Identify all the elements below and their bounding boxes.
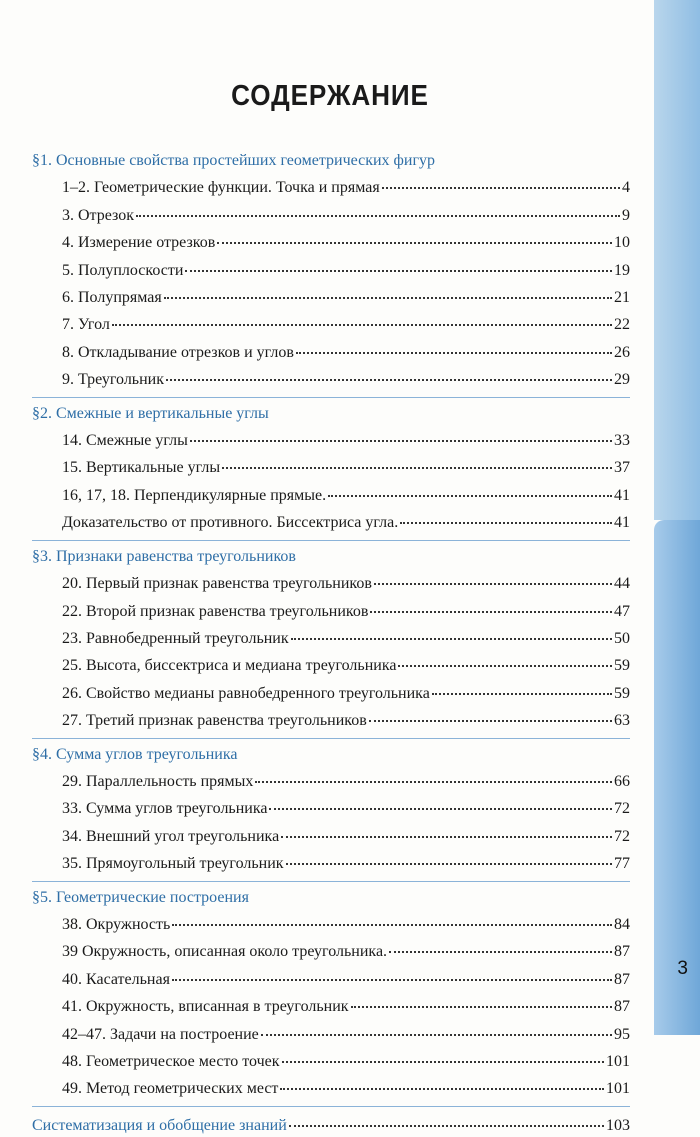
- section-heading[interactable]: §3. Признаки равенства треугольников: [32, 547, 296, 565]
- dot-leader: [217, 224, 612, 244]
- entry-title: 35. Прямоугольный треугольник: [62, 855, 284, 873]
- dot-leader: [222, 449, 612, 469]
- toc-entry[interactable]: [32, 596, 630, 623]
- dot-leader: [282, 1043, 604, 1063]
- toc-entry[interactable]: [32, 848, 630, 875]
- dot-leader: [374, 565, 612, 585]
- entry-page: 33: [614, 432, 630, 450]
- table-of-contents: [32, 150, 630, 1137]
- summary-title: Систематизация и обобщение знаний: [32, 1116, 287, 1134]
- entry-title: 5. Полуплоскости: [62, 261, 184, 279]
- entry-page: 72: [614, 827, 630, 845]
- entry-page: 101: [606, 1080, 630, 1098]
- entry-title: 49. Метод геометрических мест: [62, 1080, 279, 1098]
- entry-title: 7. Угол: [62, 316, 110, 334]
- entry-page: 21: [614, 289, 630, 307]
- entry-page: 22: [614, 316, 630, 334]
- entry-title: 40. Касательная: [62, 970, 170, 988]
- dot-leader: [432, 675, 612, 695]
- toc-entry[interactable]: [32, 705, 630, 732]
- summary-entry[interactable]: [32, 1110, 630, 1137]
- entry-page: 10: [614, 234, 630, 252]
- toc-entry[interactable]: [32, 227, 630, 254]
- section-heading[interactable]: §5. Геометрические построения: [32, 888, 249, 906]
- toc-section: [32, 887, 630, 1107]
- entry-page: 87: [614, 970, 630, 988]
- entry-page: 87: [614, 998, 630, 1016]
- entry-page: 77: [614, 855, 630, 873]
- dot-leader: [291, 620, 612, 640]
- dot-leader: [269, 790, 612, 810]
- toc-entry[interactable]: [32, 364, 630, 391]
- toc-entry[interactable]: [32, 650, 630, 677]
- toc-entry[interactable]: [32, 821, 630, 848]
- entry-title: 15. Вертикальные углы: [62, 459, 221, 477]
- entry-title: 20. Первый признак равенства треугольников: [62, 575, 372, 593]
- toc-entry[interactable]: [32, 678, 630, 705]
- entry-title: 16, 17, 18. Перпендикулярные прямые.: [62, 486, 327, 504]
- toc-entry[interactable]: [32, 991, 630, 1018]
- dot-leader: [289, 1107, 604, 1127]
- toc-entry[interactable]: [32, 623, 630, 650]
- toc-entry[interactable]: [32, 1046, 630, 1073]
- dot-leader: [328, 477, 612, 497]
- dot-leader: [351, 988, 612, 1008]
- toc-entry[interactable]: [32, 425, 630, 452]
- dot-leader: [112, 306, 612, 326]
- page-title: СОДЕРЖАНИЕ: [231, 80, 429, 112]
- toc-entry[interactable]: [32, 309, 630, 336]
- entry-page: 29: [614, 371, 630, 389]
- dot-leader: [172, 961, 612, 981]
- entry-title: 23. Равнобедренный треугольник: [62, 629, 289, 647]
- entry-page: 87: [614, 943, 630, 961]
- dot-leader: [166, 361, 612, 381]
- dot-leader: [190, 422, 612, 442]
- entry-title: 3. Отрезок: [62, 206, 135, 224]
- dot-leader: [261, 1016, 612, 1036]
- entry-title: 9. Треугольник: [62, 371, 164, 389]
- entry-page: 66: [614, 772, 630, 790]
- dot-leader: [286, 845, 612, 865]
- dot-leader: [164, 279, 612, 299]
- summary-page: 103: [606, 1116, 630, 1134]
- section-heading[interactable]: §2. Смежные и вертикальные углы: [32, 404, 269, 422]
- toc-entry[interactable]: [32, 480, 630, 507]
- dot-leader: [400, 504, 612, 524]
- toc-entry[interactable]: [32, 964, 630, 991]
- entry-title: 34. Внешний угол треугольника: [62, 827, 280, 845]
- entry-title: 14. Смежные углы: [62, 432, 188, 450]
- page-number: 3: [677, 958, 688, 979]
- dot-leader: [185, 252, 612, 272]
- toc-entry[interactable]: [32, 200, 630, 227]
- toc-entry[interactable]: [32, 793, 630, 820]
- entry-page: 72: [614, 800, 630, 818]
- toc-entry[interactable]: [32, 337, 630, 364]
- entry-page: 101: [606, 1053, 630, 1070]
- entry-title: 26. Свойство медианы равнобедренного треугольника: [62, 684, 430, 702]
- entry-title: 48. Геометрическое место точек: [62, 1053, 280, 1070]
- entry-page: 44: [614, 575, 630, 593]
- entry-title: 25. Высота, биссектриса и медиана треугольника: [62, 657, 397, 675]
- entry-page: 26: [614, 343, 630, 361]
- entry-title: 22. Второй признак равенства треугольников: [62, 602, 369, 620]
- toc-section: [32, 403, 630, 541]
- entry-title: 27. Третий признак равенства треугольников: [62, 712, 367, 730]
- toc-section: [32, 744, 630, 882]
- entry-page: 41: [614, 514, 630, 532]
- entry-page: 95: [614, 1025, 630, 1043]
- entry-page: 41: [614, 486, 630, 504]
- toc-entry[interactable]: [32, 507, 630, 534]
- page-edge-top: [654, 0, 700, 520]
- toc-entry[interactable]: [32, 452, 630, 479]
- entry-title: 8. Откладывание отрезков и углов: [62, 343, 294, 361]
- toc-entry[interactable]: [32, 1019, 630, 1046]
- entry-title: 41. Окружность, вписанная в треугольник: [62, 998, 349, 1016]
- entry-title: 29. Параллельность прямых: [62, 772, 254, 790]
- toc-entry[interactable]: [32, 568, 630, 595]
- toc-section: [32, 546, 630, 739]
- dot-leader: [296, 334, 612, 354]
- entry-page: 37: [614, 459, 630, 477]
- entry-title: 1–2. Геометрические функции. Точка и прямая: [62, 179, 380, 197]
- toc-entry[interactable]: [32, 936, 630, 963]
- toc-entry[interactable]: [32, 766, 630, 793]
- entry-page: 9: [622, 206, 630, 224]
- dot-leader: [370, 593, 612, 613]
- section-heading[interactable]: §4. Сумма углов треугольника: [32, 745, 238, 763]
- dot-leader: [136, 197, 620, 217]
- dot-leader: [172, 906, 612, 926]
- entry-title: 39 Окружность, описанная около треугольника.: [62, 943, 388, 961]
- toc-entry[interactable]: [32, 282, 630, 309]
- entry-page: 59: [614, 657, 630, 675]
- entry-page: 4: [622, 179, 630, 197]
- dot-leader: [398, 647, 612, 667]
- dot-leader: [389, 933, 612, 953]
- entry-title: 42–47. Задачи на построение: [62, 1025, 259, 1043]
- dot-leader: [280, 1070, 604, 1090]
- entry-page: 84: [614, 915, 630, 933]
- dot-leader: [281, 818, 612, 838]
- entry-title: 6. Полупрямая: [62, 289, 162, 307]
- entry-page: 63: [614, 712, 630, 730]
- entry-page: 50: [614, 629, 630, 647]
- toc-section: [32, 150, 630, 398]
- entry-title: 4. Измерение отрезков: [62, 234, 216, 252]
- toc-entry[interactable]: [32, 909, 630, 936]
- entry-page: 47: [614, 602, 630, 620]
- dot-leader: [255, 763, 612, 783]
- dot-leader: [382, 169, 620, 189]
- toc-entry[interactable]: [32, 255, 630, 282]
- dot-leader: [369, 702, 612, 722]
- toc-entry[interactable]: [32, 172, 630, 199]
- section-heading[interactable]: §1. Основные свойства простейших геометрических фигур: [32, 152, 436, 169]
- entry-title: Доказательство от противного. Биссектриса угла.: [62, 514, 399, 532]
- entry-title: 33. Сумма углов треугольника: [62, 800, 268, 818]
- toc-entry[interactable]: [32, 1073, 630, 1100]
- entry-title: 38. Окружность: [62, 915, 171, 933]
- entry-page: 19: [614, 261, 630, 279]
- entry-page: 59: [614, 684, 630, 702]
